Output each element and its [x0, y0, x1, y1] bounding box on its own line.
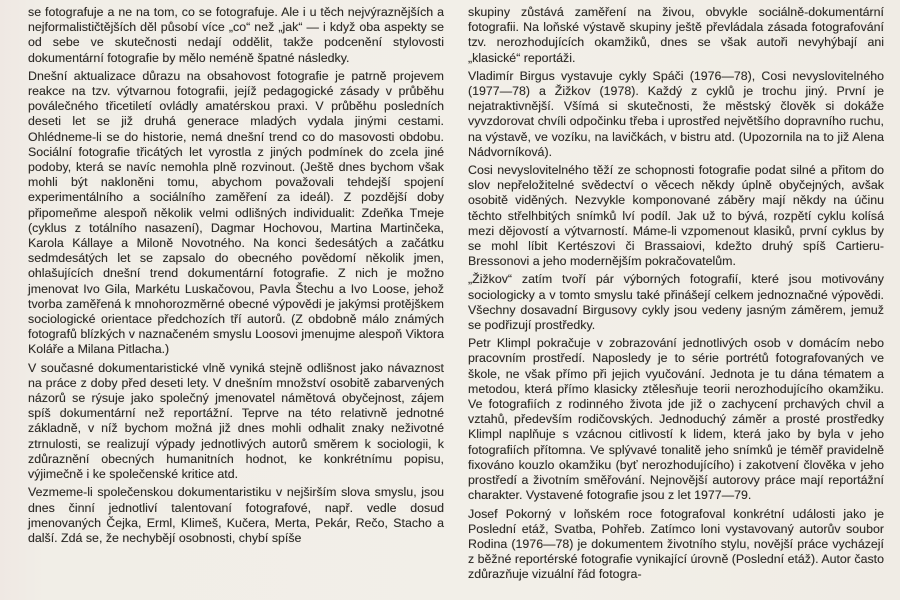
- paragraph: Cosi nevyslovitelného těží ze schopnosti fotografie podat silné a přitom do slov nepřeložitelné svědectví o věcech někdy úplně obyčejných, avšak osobitě viděných. Nezvykle komponované záběry mají někdy na účinu těchto střelhbitých snímků lví podíl. Jak už to bývá, rozpětí cyklu kolísá mezi dějovostí a výtvarností. Máme-li vzpomenout klasiků, první cyklus by se mohl líbit Kertészovi či Brassaiovi, kdežto druhý spíš Cartieru-Bressonovi a jeho modernějším pokračovatelům.: [468, 163, 884, 269]
- paragraph: V současné dokumentaristické vlně vyniká stejně odlišnost jako návaznost na práce z doby před deseti lety. V dnešním množství osobitě zabarvených názorů se rýsuje jako společný jmenovatel námětová obyčejnost, zájem spíš dokumentární než reportážní. Teprve na této relativně jednotné základně, v níž bychom možná již dnes mohli odhalit znaky neživotné ztrnulosti, se realizují výpady jednotlivých autorů směrem k sociologii, k zdůraznění obecných humanitních hodnot, ke konkrétnímu popisu, výjimečně i ke společenské kritice atd.: [28, 360, 444, 482]
- left-column: [28, 5, 444, 600]
- paragraph: „Žižkov“ zatím tvoří pár výborných fotografií, které jsou motivovány sociologicky a v tomto smyslu také přinášejí celkem jednoznačné výpovědi. Všechny dosavadní Birgusovy cykly jsou vedeny jasným záměrem, jemuž se podřizují prostředky.: [468, 272, 884, 333]
- paragraph: skupiny zůstává zaměření na živou, obvykle sociálně-dokumentární fotografii. Na loňské výstavě skupiny ještě převládala zásada fotografování tzv. nerozhodujících okamžiků, dnes se však autoři nevyhýbají ani „klasické“ reportáži.: [468, 5, 884, 65]
- paragraph: Petr Klimpl pokračuje v zobrazování jednotlivých osob v domácím nebo pracovním prostředí. Naposledy je to série portrétů fotografovaných ve škole, ne však přímo při jejich vyučování. Jednota je tu dána tématem a metodou, která přímo klasicky ztělesňuje teorii nerozhodujícího okamžiku. Ve fotografiích z rodinného života jde již o zachycení prchavých chvil a vztahů, především rodičovských. Jednoduchý záměr a prosté prostředky Klimpl naplňuje s vzácnou citlivostí k lidem, která jako by byla v jeho fotografiích přítomna. Ve splývavé tonalitě jeho snímků je téměř pravidelně fixováno kouzlo okamžiku (byť nerozhodujícího) i zakotvení člověka v jeho prostředí a životním směřování. Nejnovější autorovy práce mají reportážní charakter. Vystavené fotografie jsou z let 1977—79.: [468, 336, 884, 503]
- paragraph: Vladimír Birgus vystavuje cykly Spáči (1976—78), Cosi nevyslovitelného (1977—78) a Žižkov (1978). Každý z cyklů je trochu jiný. První je nejatraktivnější. Všímá si skutečnosti, že městský člověk si dokáže vyvzdorovat chvíli odpočinku třeba i uprostřed největšího dopravního ruchu, na výstavě, ve vozíku, na lavičkách, v bistru atd. (Upozornila na to již Alena Nádvorníková).: [468, 68, 884, 159]
- paragraph: Vezmeme-li společenskou dokumentaristiku v nejširším slova smyslu, jsou dnes činní jednotliví talentovaní fotografové, např. vedle dosud jmenovaných Čejka, Erml, Klimeš, Kučera, Merta, Pekár, Rečo, Stacho a další. Zdá se, že nechybějí osobnosti, chybí spíše: [28, 485, 444, 545]
- right-column: [468, 5, 884, 600]
- paragraph: Josef Pokorný v loňském roce fotografoval konkrétní události jako je Poslední etáž, Svatba, Pohřeb. Zatímco loni vystavovaný autorův soubor Rodina (1976—78) je dokumentem životního stylu, novější práce vycházejí z běžné reportérské fotografie vynikající úrovně (Poslední etáž). Autor často zdůrazňuje vizuální řád fotogra-: [468, 506, 884, 582]
- paragraph: se fotografuje a ne na tom, co se fotografuje. Ale i u těch nejvýraznějších a nejformalističtějších děl působí více „co“ než „jak“ — i když oba aspekty se od sebe ve skutečnosti nedají oddělit, takže podcenění stylovosti dokumentární fotografie by mělo neméně špatné následky.: [28, 5, 444, 65]
- paragraph: Dnešní aktualizace důrazu na obsahovost fotografie je patrně projevem reakce na tzv. výtvarnou fotografii, jejíž pedagogické zásady v průběhu poválečného třicetiletí ovládly amatérskou praxi. V průběhu posledních deseti let se již druhá generace mladých vydala jinými cestami. Ohlédneme-li se do historie, nemá dnešní trend co do masovosti obdobu. Sociální fotografie třicátých let vyrostla z jiných podmínek do zcela jiné podoby, která se navíc nemohla plně rozvinout. (Ještě dnes bychom však mohli být nakloněni tomu, abychom považovali tehdejší spojení experimentálního a sociálního zaměření za ideál). Z pozdější doby připomeňme alespoň několik velmi odlišných individualit: Zdeňka Tmeje (cyklus z totálního nasazení), Dagmar Hochovou, Martina Martinčeka, Karola Kállaye a Miloně Novotného. Na konci šedesátých a začátku sedmdesátých let se zapsalo do obecného povědomí několik jmen, ohlašujících dnešní trend dokumentární fotografie. Z nich je možno jmenovat Ivo Gila, Markétu Luskačovou, Pavla Štechu a Ivo Loose, jehož tvorba zaměřená k mnohorozměrné obecné výpovědi je jakýmsi protějškem sociologické orientace předchozích tří autorů. (Z obdobně málo známých fotografů blízkých v naznačeném smyslu Loosovi jmenujme alespoň Viktora Koláře a Milana Pitlacha.): [28, 68, 444, 357]
